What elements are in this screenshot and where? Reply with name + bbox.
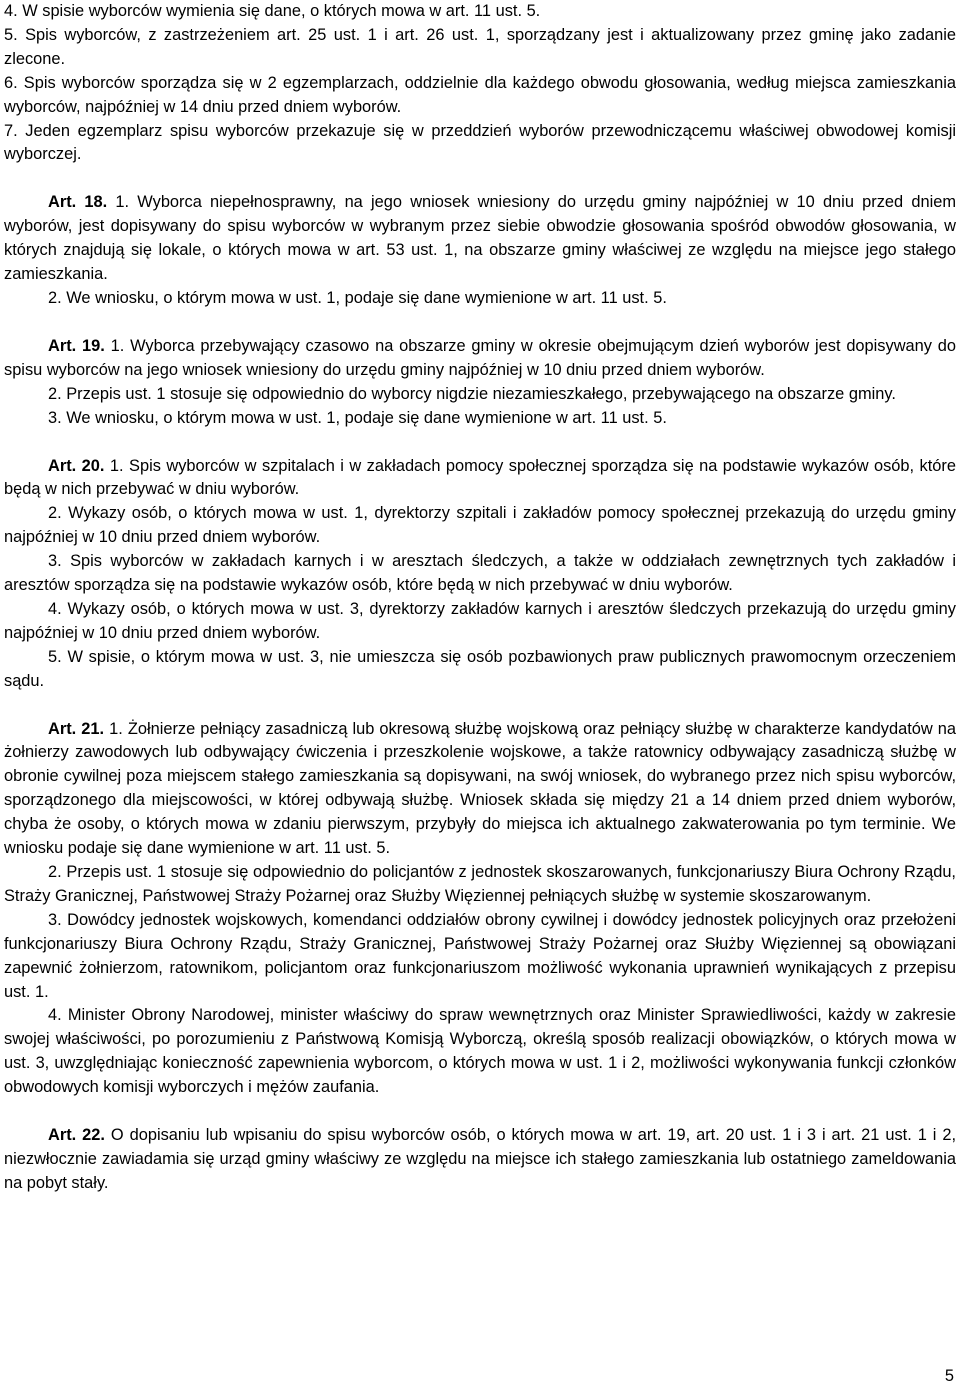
paragraph-6: 6. Spis wyborców sporządza się w 2 egzemplarzach, oddzielnie dla każdego obwodu głosowania, według miejsca zamieszkania wyborców, najpóźniej w 14 dniu przed dniem wyborów.	[4, 73, 956, 116]
art-18-text-1: 1. Wyborca niepełnosprawny, na jego wniosek wniesiony do urzędu gminy najpóźniej w 10 dniu przed dniem wyborów, jest dopisywany do spisu wyborców w wybranym przez siebie obwodzie głosowania spośród obwodów głosowania, w których znajdują się lokale, o których mowa w art. 53 ust. 1, na obszarze gminy właściwej ze względu na miejsce jego stałego zamieszkania.	[4, 193, 956, 284]
art-19-text-1: 1. Wyborca przebywający czasowo na obszarze gminy w okresie obejmującym dzień wyborów jest dopisywany do spisu wyborców na jego wniosek wniesiony do urzędu gminy najpóźniej w 10 dniu przed dniem wyborów.	[4, 336, 956, 379]
art-20-para-5: 5. W spisie, o którym mowa w ust. 3, nie umieszcza się osób pozbawionych praw publicznych prawomocnym orzeczeniem sądu.	[4, 647, 956, 690]
art-18-para-1	[4, 191, 956, 287]
art-20-label: Art. 20.	[48, 456, 105, 475]
page-number: 5	[944, 1367, 954, 1385]
art-20-para-4: 4. Wykazy osób, o których mowa w ust. 3, dyrektorzy zakładów karnych i aresztów śledczych przekazują do urzędu gminy najpóźniej w 10 dniu przed dniem wyborów.	[4, 599, 956, 642]
art-18-label: Art. 18.	[48, 193, 108, 212]
art-21-text-1: 1. Żołnierze pełniący zasadniczą lub okresową służbę wojskową oraz pełniący służbę w charakterze kandydatów na żołnierzy zawodowych lub odbywający ćwiczenia i przeszkolenie wojskowe, a także ratownicy odbywający zasadniczą służbę w obronie cywilnej poza miejscem stałego zamieszkania są dopisywani, na swój wniosek, do wybranego przez nich spisu wyborców, sporządzonego dla miejscowości, w której odbywają służbę. Wniosek składa się między 21 a 14 dniem przed dniem wyborów, chyba że osoby, o których mowa w zdaniu pierwszym, przybyły do miejsca ich aktualnego zakwaterowania po tym terminie. We wniosku podaje się dane wymienione w art. 11 ust. 5.	[4, 719, 956, 858]
art-20-para-3: 3. Spis wyborców w zakładach karnych i w aresztach śledczych, a także w oddziałach zewnętrznych tych zakładów i aresztów sporządza się na podstawie wykazów osób, które będą w nich przebywać w dniu wyborów.	[4, 552, 956, 595]
art-19-para-2: 2. Przepis ust. 1 stosuje się odpowiednio do wyborcy nigdzie niezamieszkałego, przebywającego na obszarze gminy.	[48, 384, 896, 403]
art-21-para-2: 2. Przepis ust. 1 stosuje się odpowiednio do policjantów z jednostek skoszarowanych, funkcjonariuszy Biura Ochrony Rządu, Straży Granicznej, Państwowej Straży Pożarnej oraz Służby Więziennej pełniących służbę w systemie skoszarowanym.	[4, 863, 956, 905]
art-19-para-3: 3. We wniosku, o którym mowa w ust. 1, podaje się dane wymienione w art. 11 ust. 5.	[48, 408, 667, 427]
art-20-para-1	[4, 455, 956, 503]
art-21-para-1	[4, 718, 956, 861]
art-21-para-4: 4. Minister Obrony Narodowej, minister właściwy do spraw wewnętrznych oraz Minister Sprawiedliwości, każdy w zakresie swojej właściwości, po porozumieniu z Państwową Komisją Wyborczą, określą sposób realizacji obowiązków, o których mowa w ust. 3, uwzględniając konieczność zapewnienia wyborcom, o których mowa w ust. 1 i 2, możliwości wykonywania funkcji członków obwodowych komisji wyborczych i mężów zaufania.	[4, 1006, 956, 1097]
art-19-para-1	[4, 335, 956, 383]
document-page	[4, 0, 956, 1196]
paragraph-4: 4. W spisie wyborców wymienia się dane, o których mowa w art. 11 ust. 5.	[4, 2, 541, 20]
paragraph-7: 7. Jeden egzemplarz spisu wyborców przekazuje się w przeddzień wyborów przewodniczącemu właściwej obwodowej komisji wyborczej.	[4, 121, 956, 164]
art-20-para-2: 2. Wykazy osób, o których mowa w ust. 1, dyrektorzy szpitali i zakładów pomocy społecznej przekazują do urzędu gminy najpóźniej w 10 dniu przed dniem wyborów.	[4, 504, 956, 547]
art-18-para-2: 2. We wniosku, o którym mowa w ust. 1, podaje się dane wymienione w art. 11 ust. 5.	[48, 288, 667, 307]
paragraph-5: 5. Spis wyborców, z zastrzeżeniem art. 25 ust. 1 i art. 26 ust. 1, sporządzany jest i aktualizowany przez gminę jako zadanie zlecone.	[4, 25, 956, 68]
art-21-para-3: 3. Dowódcy jednostek wojskowych, komendanci oddziałów obrony cywilnej i dowódcy jednostek policyjnych oraz przełożeni funkcjonariuszy Biura Ochrony Rządu, Straży Granicznej, Państwowej Straży Pożarnej oraz Służby Więziennej są obowiązani zapewnić żołnierzom, ratownikom, policjantom oraz funkcjonariuszom możliwość wykonania uprawnień wynikających z przepisu ust. 1.	[4, 910, 956, 1001]
art-22-para-1	[4, 1124, 956, 1196]
art-21-label: Art. 21.	[48, 719, 105, 738]
art-19-label: Art. 19.	[48, 336, 105, 355]
art-22-text-1: O dopisaniu lub wpisaniu do spisu wyborców osób, o których mowa w art. 19, art. 20 ust. 1 i 3 i art. 21 ust. 1 i 2, niezwłocznie zawiadamia się urząd gminy właściwy ze względu na miejsce ich stałego zamieszkania lub ostatniego zameldowania na pobyt stały.	[4, 1126, 956, 1192]
art-20-text-1: 1. Spis wyborców w szpitalach i w zakładach pomocy społecznej sporządza się na podstawie wykazów osób, które będą w nich przebywać w dniu wyborów.	[4, 456, 956, 499]
art-22-label: Art. 22.	[48, 1126, 105, 1145]
